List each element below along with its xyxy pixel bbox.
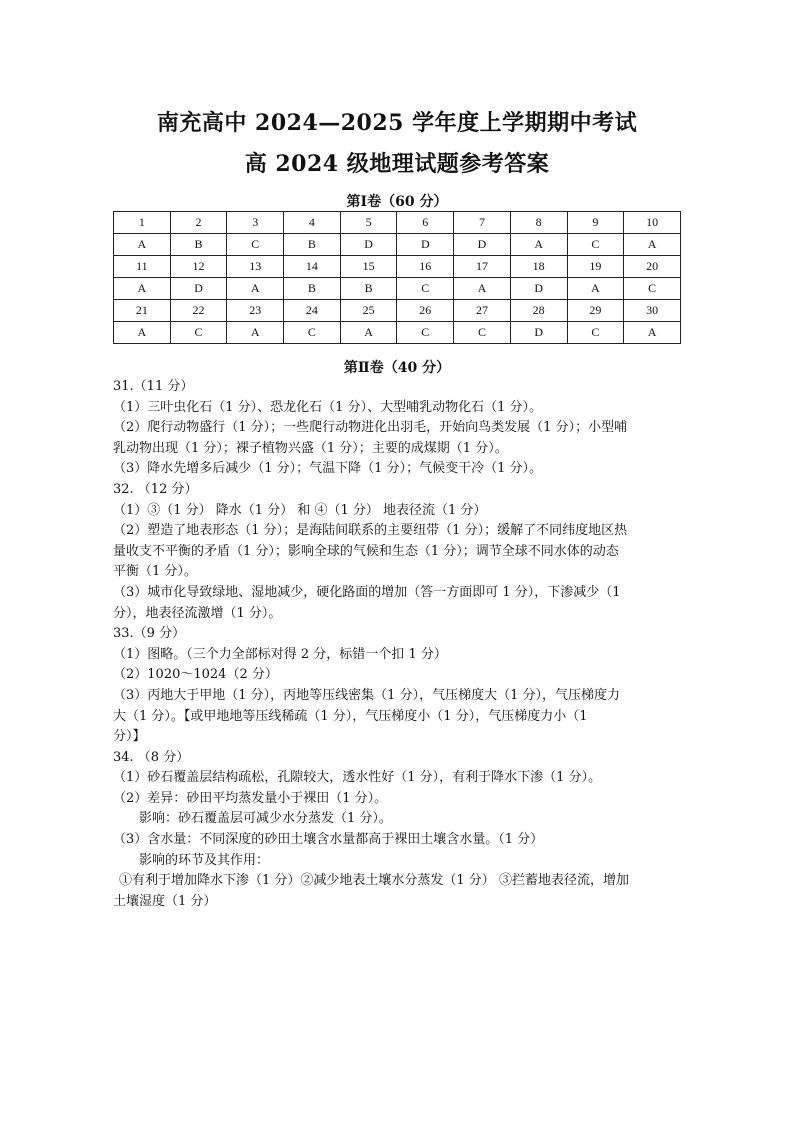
answer-cell: A [114, 322, 171, 344]
text-line: （1）图略。（三个力全部标对得 2 分，标错一个扣 1 分） [113, 646, 447, 662]
question-number-row [114, 256, 681, 278]
answer-cell: C [567, 234, 624, 256]
question-34-heading: 34. （8 分） [113, 749, 190, 765]
question-number-cell: 2 [170, 212, 227, 234]
answer-cell: A [454, 278, 511, 300]
answer-cell: C [397, 322, 454, 344]
section-2-heading: 第Ⅱ卷（40 分） [343, 360, 451, 376]
answer-cell: C [454, 322, 511, 344]
answer-cell: D [510, 278, 567, 300]
question-number-cell: 25 [340, 300, 397, 322]
answer-cell: A [227, 278, 284, 300]
question-number-cell: 30 [624, 300, 681, 322]
question-number-cell: 19 [567, 256, 624, 278]
question-number-cell: 4 [284, 212, 341, 234]
question-number-cell: 8 [510, 212, 567, 234]
question-31 [113, 377, 683, 480]
question-number-cell: 28 [510, 300, 567, 322]
answer-body [113, 377, 683, 912]
answer-cell: C [624, 278, 681, 300]
question-number-cell: 6 [397, 212, 454, 234]
answer-cell: B [170, 234, 227, 256]
page-title: 南充高中 2024—2025 学年度上学期期中考试 [156, 110, 638, 136]
answer-cell: A [114, 234, 171, 256]
answer-cell: B [284, 278, 341, 300]
question-32 [113, 480, 683, 624]
text-line: （3）含水量：不同深度的砂田土壤含水量都高于裸田土壤含水量。（1 分） [113, 832, 544, 848]
answer-cell: A [624, 234, 681, 256]
answer-cell: D [170, 278, 227, 300]
text-line: （2）爬行动物盛行（1 分）；一些爬行动物进化出羽毛，开始向鸟类发展（1 分）；小型哺 [113, 420, 628, 436]
answer-cell: B [284, 234, 341, 256]
question-32-heading: 32. （12 分） [113, 481, 198, 497]
answer-table [113, 211, 681, 344]
text-line: 乳动物出现（1 分）；裸子植物兴盛（1 分）；主要的成煤期（1 分）。 [113, 440, 508, 456]
answer-cell: B [340, 278, 397, 300]
text-line: 土壤湿度（1 分） [113, 893, 217, 909]
answer-row [114, 278, 681, 300]
text-line: （2）1020～1024（2 分） [113, 667, 278, 683]
question-33 [113, 624, 683, 748]
text-line: 大（1 分）。【或甲地地等压线稀疏（1 分），气压梯度小（1 分），气压梯度力小（1 [113, 708, 588, 724]
question-number-cell: 27 [454, 300, 511, 322]
question-number-cell: 9 [567, 212, 624, 234]
question-number-cell: 26 [397, 300, 454, 322]
question-number-cell: 29 [567, 300, 624, 322]
answer-cell: A [340, 322, 397, 344]
answer-row [114, 322, 681, 344]
question-number-cell: 12 [170, 256, 227, 278]
text-line: （2）差异：砂田平均蒸发量小于裸田（1 分）。 [113, 790, 388, 806]
question-number-cell: 17 [454, 256, 511, 278]
question-number-cell: 11 [114, 256, 171, 278]
answer-cell: C [284, 322, 341, 344]
text-line: 影响：砂石覆盖层可减少水分蒸发（1 分）。 [139, 811, 392, 827]
answer-cell: C [567, 322, 624, 344]
text-line: 分），地表径流激增（1 分）。 [113, 605, 282, 621]
answer-cell: D [397, 234, 454, 256]
answer-cell: A [114, 278, 171, 300]
text-line: （1）③（1 分） 降水（1 分） 和 ④（1 分） 地表径流（1 分） [113, 502, 487, 518]
question-number-cell: 20 [624, 256, 681, 278]
question-number-cell: 10 [624, 212, 681, 234]
text-line: 分）】 [113, 729, 146, 745]
answer-cell: C [397, 278, 454, 300]
text-line: （3）降水先增多后减少（1 分）；气温下降（1 分）；气候变干冷（1 分）。 [113, 461, 542, 477]
question-number-cell: 7 [454, 212, 511, 234]
question-number-cell: 1 [114, 212, 171, 234]
answer-cell: C [227, 234, 284, 256]
page-subtitle: 高 2024 级地理试题参考答案 [244, 151, 550, 177]
question-number-cell: 23 [227, 300, 284, 322]
answer-cell: A [624, 322, 681, 344]
text-line: （3）城市化导致绿地、湿地减少，硬化路面的增加（答一方面即可 1 分），下渗减少（1 [113, 584, 621, 600]
answer-cell: C [170, 322, 227, 344]
question-number-cell: 15 [340, 256, 397, 278]
answer-cell: A [510, 234, 567, 256]
text-line: 平衡（1 分）。 [113, 564, 197, 580]
question-number-cell: 18 [510, 256, 567, 278]
answer-cell: A [227, 322, 284, 344]
question-34 [113, 748, 683, 913]
text-line: （1）砂石覆盖层结构疏松，孔隙较大，透水性好（1 分），有利于降水下渗（1 分）。 [113, 770, 602, 786]
text-line: 影响的环节及其作用： [139, 852, 270, 868]
question-number-row [114, 300, 681, 322]
question-number-row [114, 212, 681, 234]
question-number-cell: 21 [114, 300, 171, 322]
question-number-cell: 16 [397, 256, 454, 278]
question-33-heading: 33.（9 分） [113, 626, 186, 642]
question-number-cell: 5 [340, 212, 397, 234]
question-number-cell: 13 [227, 256, 284, 278]
answer-cell: D [454, 234, 511, 256]
text-line: （2）塑造了地表形态（1 分）；是海陆间联系的主要纽带（1 分）；缓解了不同纬度地区热 [113, 523, 628, 539]
answer-cell: D [340, 234, 397, 256]
answer-cell: A [567, 278, 624, 300]
answer-cell: D [510, 322, 567, 344]
section-1-heading: 第Ⅰ卷（60 分） [346, 194, 448, 210]
question-number-cell: 22 [170, 300, 227, 322]
question-number-cell: 3 [227, 212, 284, 234]
text-line: 量收支不平衡的矛盾（1 分）；影响全球的气候和生态（1 分）；调节全球不同水体的动态 [113, 543, 619, 559]
question-number-cell: 24 [284, 300, 341, 322]
text-line: ①有利于增加降水下渗（1 分）②减少地表土壤水分蒸发（1 分） ③拦蓄地表径流，增加 [119, 873, 629, 889]
answer-row [114, 234, 681, 256]
text-line: （1）三叶虫化石（1 分）、恐龙化石（1 分）、大型哺乳动物化石（1 分）。 [113, 399, 542, 415]
question-number-cell: 14 [284, 256, 341, 278]
text-line: （3）丙地大于甲地（1 分），丙地等压线密集（1 分），气压梯度大（1 分），气压梯度力 [113, 687, 620, 703]
question-31-heading: 31.（11 分） [113, 379, 194, 394]
